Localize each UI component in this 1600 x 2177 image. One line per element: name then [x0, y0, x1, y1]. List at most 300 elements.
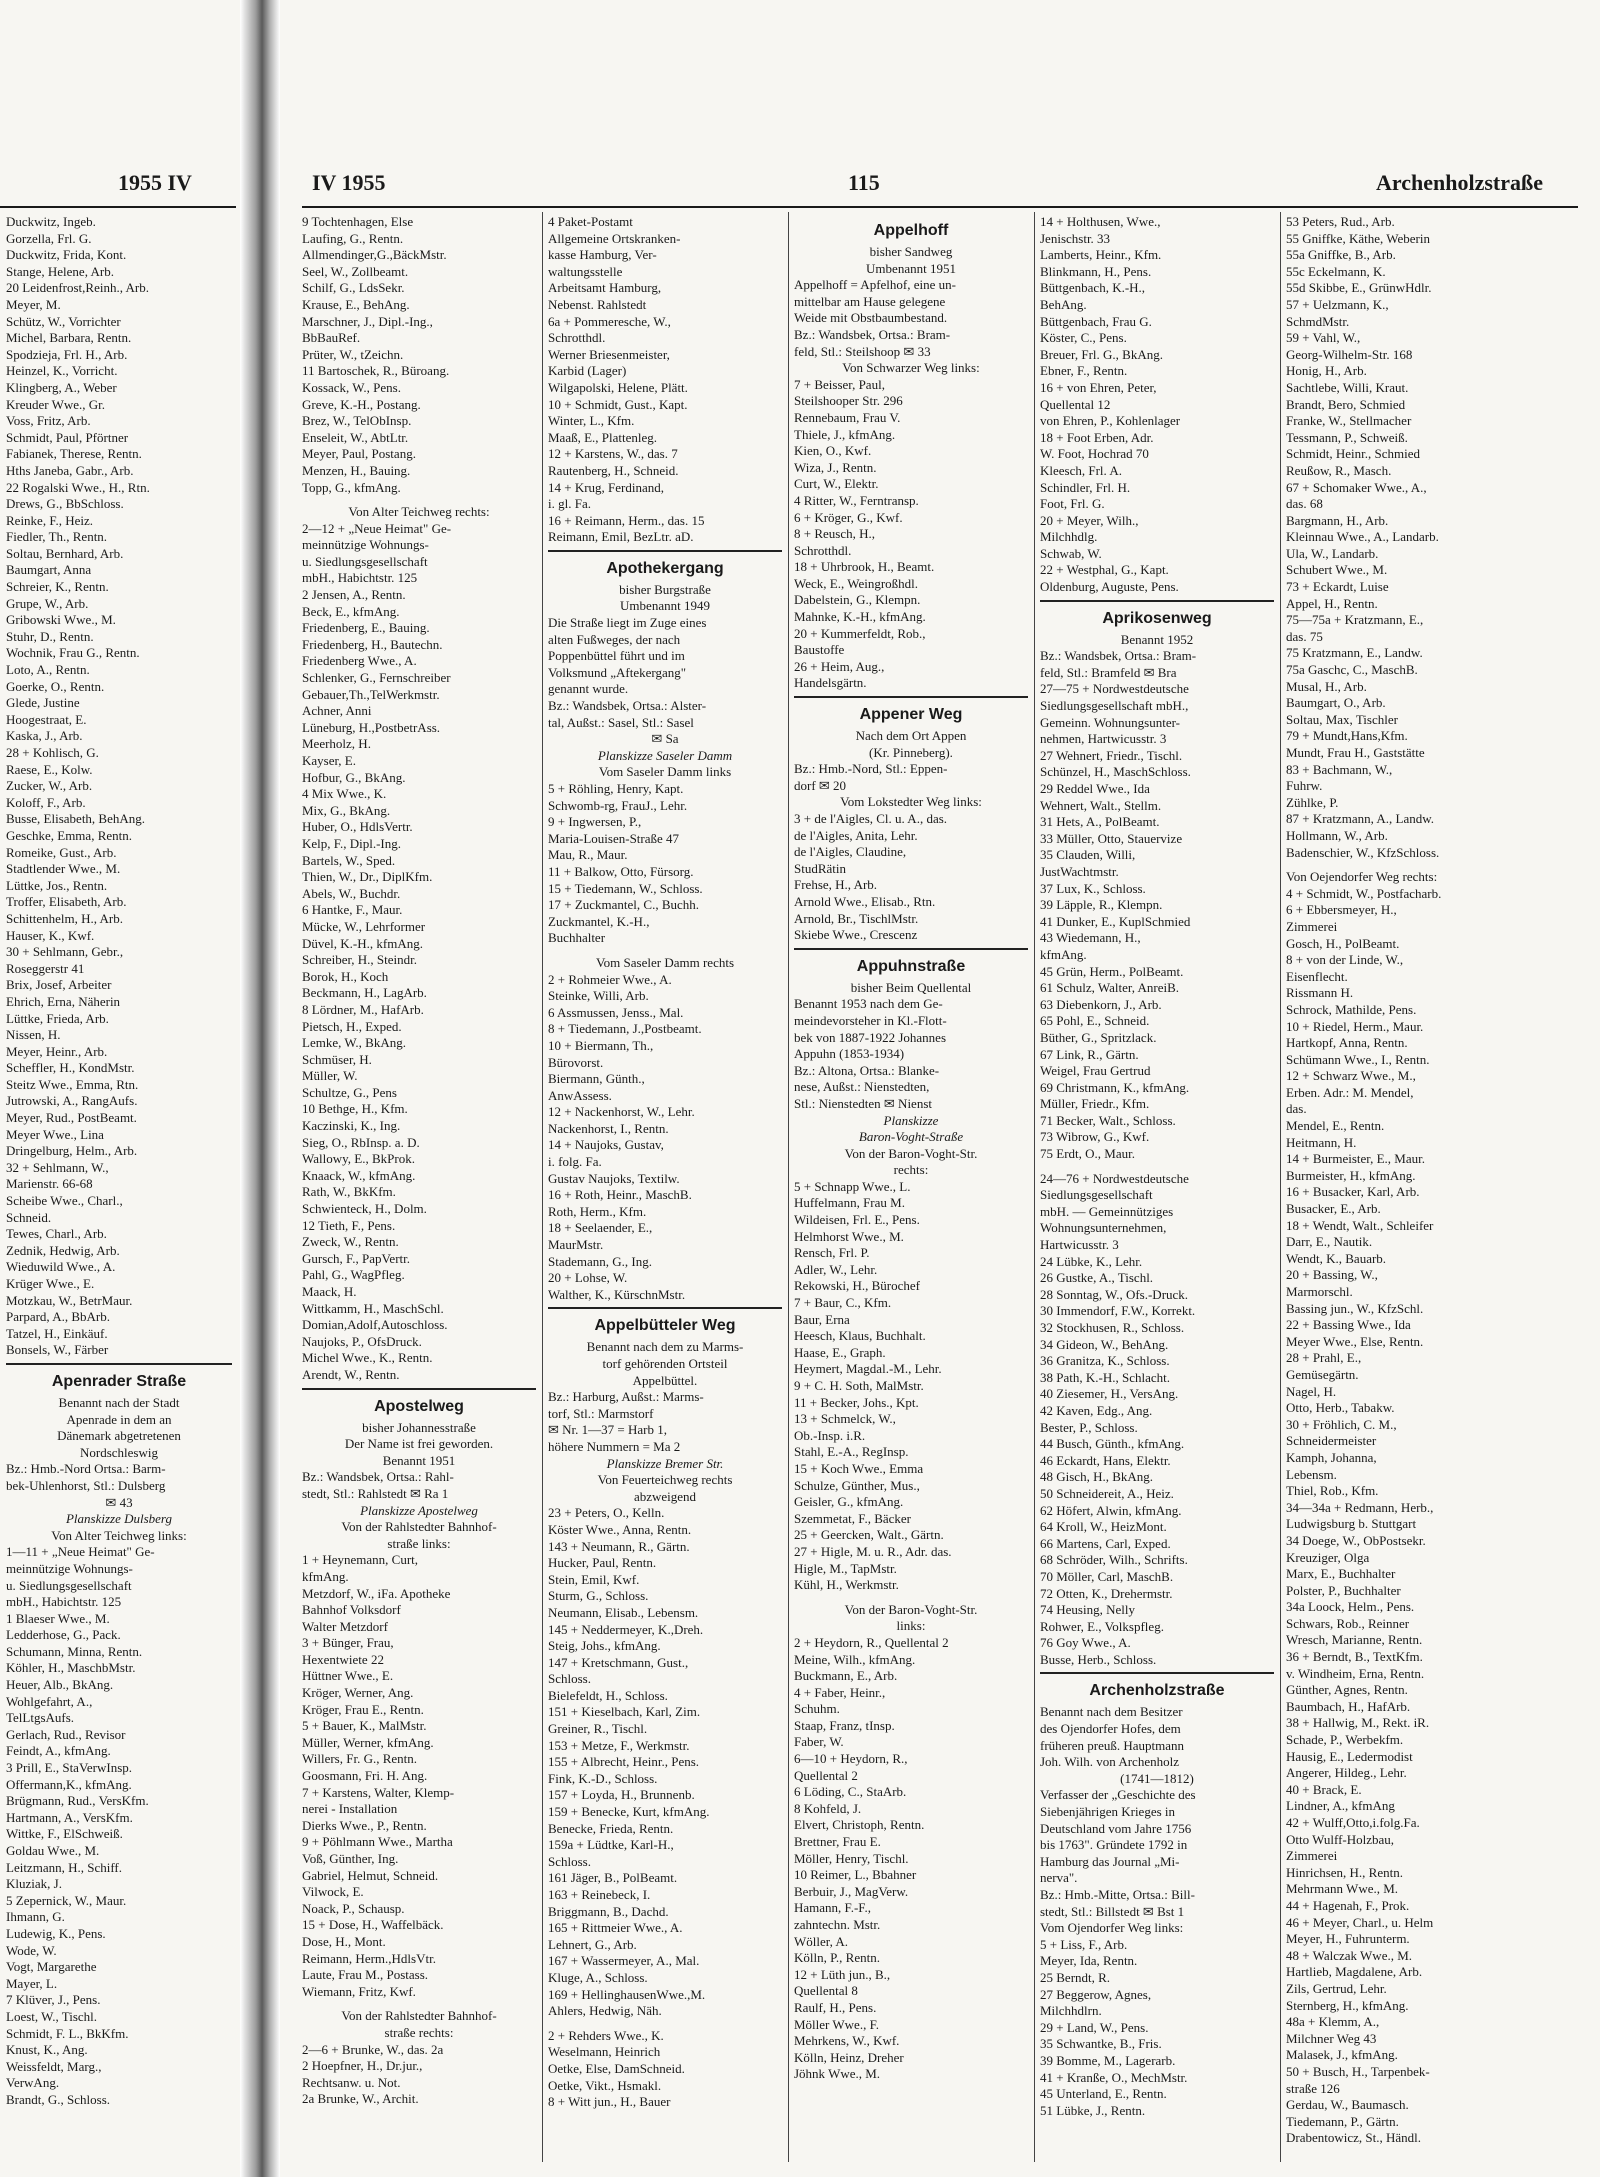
directory-entry: 6 + Ebbersmeyer, H.,: [1286, 902, 1397, 918]
directory-entry: Soltau, Max, Tischler: [1286, 711, 1398, 727]
directory-entry: Jutrowski, A., RangAufs.: [6, 1093, 138, 1109]
directory-entry: 44 + Hagenah, F., Prok.: [1286, 1897, 1410, 1913]
directory-entry: Stadtlender Wwe., M.: [6, 861, 121, 877]
directory-entry: Handelsgärtn.: [794, 675, 867, 691]
directory-entry: das.: [1286, 1101, 1307, 1117]
directory-entry: Hexentwiete 22: [302, 1651, 384, 1667]
directory-entry: Möller, Henry, Tischl.: [794, 1850, 909, 1866]
directory-entry: Steig, Johs., kfmAng.: [548, 1638, 661, 1654]
street-note: Umbenannt 1951: [866, 260, 956, 276]
directory-entry: 34—34a + Redmann, Herb.,: [1286, 1499, 1434, 1515]
directory-entry: Blinkmann, H., Pens.: [1040, 263, 1152, 279]
directory-entry: Thiel, Rob., Kfm.: [1286, 1483, 1379, 1499]
directory-entry: 12 + Schwarz Wwe., M.,: [1286, 1068, 1416, 1084]
directory-entry: Lehnert, G., Arb.: [548, 1936, 637, 1952]
directory-entry: Goldau Wwe., M.: [6, 1843, 100, 1858]
directory-entry: W. Foot, Hochrad 70: [1040, 446, 1149, 462]
directory-entry: 6 Assmussen, Jenss., Mal.: [548, 1004, 684, 1020]
directory-entry: BbBauRef.: [302, 330, 361, 346]
directory-entry: 3 + de l'Aigles, Cl. u. A., das.: [794, 811, 948, 826]
directory-entry: 55d Skibbe, E., GrünwHdlr.: [1286, 280, 1432, 296]
directory-entry: 13 + Schmelck, W.,: [794, 1411, 896, 1427]
directory-entry: Jenischstr. 33: [1040, 230, 1111, 246]
directory-entry: Rennebaum, Frau V.: [794, 409, 901, 425]
directory-entry: Schreiber, H., Steindr.: [302, 952, 418, 968]
directory-entry: Kreuziger, Olga: [1286, 1549, 1370, 1565]
directory-entry: Schneidermeister: [1286, 1433, 1377, 1449]
directory-entry: 4 Ritter, W., Ferntransp.: [794, 492, 919, 508]
directory-entry: Bürovorst.: [548, 1054, 604, 1070]
directory-entry: Seel, W., Zollbeamt.: [302, 263, 409, 279]
spacer: [548, 2020, 782, 2028]
directory-entry: Biermann, Günth.,: [548, 1071, 645, 1087]
directory-entry: 39 Läpple, R., Klempn.: [1040, 897, 1163, 913]
directory-entry: 62 Höfert, Alwin, kfmAng.: [1040, 1502, 1182, 1518]
directory-entry: Lindner, A., kfmAng: [1286, 1798, 1395, 1814]
street-note: Vom Saseler Damm links: [598, 764, 732, 780]
directory-entry: 6 Löding, C., StaArb.: [794, 1784, 907, 1800]
street-note: abzweigend: [633, 1488, 697, 1504]
directory-entry: 34 Gideon, W., BehAng.: [1040, 1336, 1169, 1352]
directory-entry: 68 Schröder, Wilh., Schrifts.: [1040, 1552, 1188, 1568]
directory-entry: Thiele, J., kfmAng.: [794, 426, 896, 442]
directory-entry: Beckmann, H., LagArb.: [302, 985, 427, 1001]
directory-entry: Gorzella, Frl. G.: [6, 230, 92, 246]
directory-entry: 37 Lux, K., Schloss.: [1040, 880, 1146, 896]
directory-entry: 24 Lübke, K., Lehr.: [1040, 1253, 1143, 1269]
directory-entry: Mücke, W., Lehrformer: [302, 918, 426, 934]
directory-entry: Schulze, Günther, Mus.,: [794, 1477, 920, 1493]
directory-entry: Heymert, Magdal.-M., Lehr.: [794, 1361, 942, 1377]
directory-column-6: [1286, 214, 1576, 2164]
directory-entry: 14 + Krug, Ferdinand,: [548, 479, 665, 495]
directory-entry: 30 + Fröhlich, C. M.,: [1286, 1416, 1397, 1432]
directory-entry: 45 Grün, Herm., PolBeamt.: [1040, 963, 1184, 979]
directory-entry: 16 + Busacker, Karl, Arb.: [1286, 1184, 1420, 1200]
directory-entry: mbH. — Gemeinnütziges: [1040, 1203, 1174, 1219]
directory-entry: Musal, H., Arb.: [1286, 678, 1367, 694]
directory-entry: Maack, H.: [302, 1284, 357, 1299]
section-divider: [794, 696, 1028, 698]
directory-entry: Staap, Franz, tInsp.: [794, 1717, 895, 1733]
directory-entry: Ludwigsburg b. Stuttgart: [1286, 1516, 1417, 1532]
directory-entry: Gribowski Wwe., M.: [6, 612, 116, 628]
directory-entry: 4 Paket-Postamt: [548, 214, 633, 229]
directory-column-2: [302, 214, 536, 2164]
directory-entry: Lamberts, Heinr., Kfm.: [1040, 247, 1162, 263]
directory-entry: Marmorschl.: [1286, 1284, 1353, 1299]
directory-entry: Willers, Fr. G., Rentn.: [302, 1751, 418, 1767]
directory-entry: nese, Außst.: Nienstedten,: [794, 1079, 930, 1095]
street-heading: Apostelweg: [374, 1397, 464, 1415]
directory-entry: Geschke, Emma, Rentn.: [6, 827, 132, 843]
directory-entry: Stl.: Nienstedten ✉ Nienst: [794, 1095, 932, 1111]
directory-entry: Tewes, Charl., Arb.: [6, 1226, 107, 1242]
directory-entry: Achner, Anni: [302, 703, 372, 719]
left-page-year: 1955 IV: [118, 170, 192, 195]
directory-entry: Büttgenbach, Frau G.: [1040, 313, 1152, 329]
directory-entry: 9 + C. H. Soth, MalMstr.: [794, 1378, 924, 1393]
directory-entry: 45 Unterland, E., Rentn.: [1040, 2086, 1167, 2102]
directory-entry: 30 Immendorf, F.W., Korrekt.: [1040, 1303, 1196, 1319]
directory-entry: genannt wurde.: [548, 681, 629, 697]
directory-entry: Thien, W., Dr., DiplKfm.: [302, 869, 433, 885]
directory-entry: 35 Schwantke, B., Fris.: [1040, 2036, 1162, 2052]
directory-entry: 18 + Wendt, Walt., Schleifer: [1286, 1217, 1434, 1233]
directory-entry: 79 + Mundt,Hans,Kfm.: [1286, 728, 1408, 744]
directory-entry: Rautenberg, H., Schneid.: [548, 462, 679, 478]
street-note: Von der Baron-Voght-Str.: [844, 1601, 978, 1617]
directory-entry: 147 + Kretschmann, Gust.,: [548, 1654, 689, 1670]
directory-entry: 26 Gustke, A., Tischl.: [1040, 1270, 1154, 1286]
directory-entry: Meyer, Rud., PostBeamt.: [6, 1110, 137, 1126]
directory-entry: 67 + Schomaker Wwe., A.,: [1286, 479, 1427, 495]
directory-entry: Loto, A., Rentn.: [6, 662, 90, 678]
directory-entry: Ahlers, Hedwig, Näh.: [548, 2003, 662, 2019]
directory-entry: Dose, H., Mont.: [302, 1933, 386, 1949]
directory-entry: Goosmann, Fri. H. Ang.: [302, 1768, 428, 1784]
directory-entry: 34 Doege, W., ObPostsekr.: [1286, 1532, 1426, 1548]
directory-entry: Fuhrw.: [1286, 778, 1323, 794]
directory-entry: Hths Janeba, Gabr., Arb.: [6, 462, 134, 478]
directory-entry: Stademann, G., Ing.: [548, 1253, 652, 1269]
directory-entry: Gerlach, Rud., Revisor: [6, 1726, 126, 1742]
directory-entry: Tessmann, P., Schweiß.: [1286, 429, 1408, 445]
directory-entry: Hartkopf, Anna, Rentn.: [1286, 1035, 1408, 1051]
street-note: links:: [896, 1618, 926, 1634]
directory-entry: Nackenhorst, I., Rentn.: [548, 1120, 669, 1136]
directory-entry: Von Oejendorfer Weg rechts:: [1286, 869, 1438, 885]
directory-entry: 27 + Higle, M. u. R., Adr. das.: [794, 1543, 952, 1559]
section-divider: [794, 948, 1028, 950]
directory-entry: Bargmann, H., Arb.: [1286, 512, 1389, 528]
directory-entry: de l'Aigles, Claudine,: [794, 844, 907, 860]
directory-entry: mittelbar am Hause gelegene: [794, 293, 946, 309]
directory-entry: Wilgapolski, Helene, Plätt.: [548, 379, 688, 395]
directory-entry: 48 Gisch, H., BkAng.: [1040, 1469, 1154, 1485]
directory-entry: 40 Ziesemer, H., VersAng.: [1040, 1386, 1179, 1402]
directory-entry: Hüttner Wwe., E.: [302, 1668, 394, 1684]
directory-entry: 61 Schulz, Walter, AnreiB.: [1040, 980, 1180, 996]
directory-entry: Brettner, Frau E.: [794, 1834, 881, 1850]
directory-entry: 34a Loock, Helm., Pens.: [1286, 1599, 1415, 1615]
directory-entry: 8 + von der Linde, W.,: [1286, 952, 1404, 968]
directory-entry: Kölln, P., Rentn.: [794, 1950, 880, 1966]
directory-entry: Meerholz, H.: [302, 736, 371, 752]
directory-entry: Baur, Erna: [794, 1311, 850, 1327]
directory-entry: Reinke, F., Heiz.: [6, 512, 94, 528]
directory-entry: Meine, Wilh., kfmAng.: [794, 1651, 916, 1667]
street-note: torf gehörenden Ortsteil: [602, 1356, 728, 1371]
street-note: ✉ Sa: [651, 731, 679, 747]
directory-entry: Brez, W., TelObInsp.: [302, 413, 412, 429]
directory-entry: Rath, W., BkKfm.: [302, 1184, 396, 1200]
directory-entry: 169 + HellinghausenWwe.,M.: [548, 1986, 706, 2002]
directory-entry: 27—75 + Nordwestdeutsche: [1040, 681, 1189, 697]
directory-entry: 30 + Sehlmann, Gebr.,: [6, 944, 124, 960]
directory-entry: Bz.: Wandsbek, Ortsa.: Rahl-: [302, 1469, 454, 1485]
directory-entry: 76 Goy Wwe., A.: [1040, 1635, 1131, 1651]
directory-entry: Fiedler, Th., Rentn.: [6, 529, 108, 545]
directory-entry: Schwienteck, H., Dolm.: [302, 1201, 427, 1217]
directory-entry: feld, Stl.: Bramfeld ✉ Bra: [1040, 664, 1177, 680]
directory-entry: Baumgart, Anna: [6, 562, 92, 578]
directory-entry: Büttgenbach, K.-H.,: [1040, 280, 1146, 296]
directory-entry: 31 Hets, A., PolBeamt.: [1040, 814, 1160, 830]
directory-entry: 15 + Dose, H., Waffelbäck.: [302, 1917, 444, 1933]
directory-entry: 20 + Kummerfeldt, Rob.,: [794, 625, 926, 641]
directory-entry: Kröger, Werner, Ang.: [302, 1685, 414, 1701]
directory-entry: das. 68: [1286, 496, 1323, 512]
directory-entry: 38 Path, K.-H., Schlacht.: [1040, 1369, 1170, 1385]
directory-entry: Parpard, A., BbArb.: [6, 1309, 110, 1325]
directory-entry: 46 + Meyer, Charl., u. Helm: [1286, 1914, 1434, 1930]
directory-entry: straße 126: [1286, 2080, 1340, 2096]
directory-entry: v. Windheim, Erna, Rentn.: [1286, 1665, 1425, 1681]
directory-entry: Winter, L., Kfm.: [548, 413, 635, 429]
directory-entry: 2 Jensen, A., Rentn.: [302, 587, 406, 603]
directory-entry: Kaczinski, K., Ing.: [302, 1118, 401, 1134]
directory-entry: 18 + Uhrbrook, H., Beamt.: [794, 559, 935, 575]
directory-entry: 6—10 + Heydorn, R.,: [794, 1751, 908, 1767]
directory-entry: Reimann, Herm.,HdlsVtr.: [302, 1950, 436, 1966]
directory-entry: Appel, H., Rentn.: [1286, 595, 1378, 611]
directory-entry: Foot, Frl. G.: [1040, 496, 1105, 512]
directory-entry: 15 + Koch Wwe., Emma: [794, 1460, 924, 1476]
directory-entry: Nebenst. Rahlstedt: [548, 296, 647, 312]
directory-entry: Ehrich, Erna, Näherin: [6, 993, 121, 1009]
directory-entry: 151 + Kieselbach, Karl, Zim.: [548, 1704, 701, 1720]
directory-entry: Weissfeldt, Marg.,: [6, 2058, 102, 2074]
street-note: Von der Rahlstedter Bahnhof-: [341, 2008, 497, 2024]
directory-entry: Sieg, O., RbInsp. a. D.: [302, 1134, 420, 1150]
directory-entry: Arnold, Br., TischlMstr.: [794, 910, 919, 926]
directory-entry: 44 Busch, Günth., kfmAng.: [1040, 1436, 1185, 1452]
directory-entry: 16 + Roth, Heinr., MaschB.: [548, 1187, 692, 1203]
directory-entry: Heitmann, H.: [1286, 1134, 1357, 1150]
directory-entry: Wochnik, Frau G., Rentn.: [6, 645, 140, 661]
directory-entry: Greve, K.-H., Postang.: [302, 396, 421, 412]
directory-entry: Ob.-Insp. i.R.: [794, 1427, 866, 1443]
directory-entry: Honig, H., Arb.: [1286, 363, 1367, 379]
directory-entry: Lemke, W., BkAng.: [302, 1035, 406, 1051]
directory-entry: 15 + Tiedemann, W., Schloss.: [548, 880, 703, 896]
directory-entry: 41 Dunker, E., KuplSchmied: [1040, 913, 1191, 929]
directory-entry: Wiemann, Fritz, Kwf.: [302, 1983, 416, 1999]
directory-entry: Gursch, F., PapVertr.: [302, 1250, 411, 1266]
directory-entry: 35 Clauden, Willi,: [1040, 847, 1136, 863]
directory-entry: Fabianek, Therese, Rentn.: [6, 446, 142, 462]
directory-entry: 2—12 + „Neue Heimat" Ge-: [302, 520, 452, 536]
directory-entry: Zucker, W., Arb.: [6, 778, 93, 794]
directory-entry: 43 Wiedemann, H.,: [1040, 930, 1141, 946]
directory-entry: Wendt, K., Bauarb.: [1286, 1250, 1387, 1266]
directory-entry: 39 Bomme, M., Lagerarb.: [1040, 2052, 1176, 2068]
directory-entry: Bz.: Hmb.-Nord, Stl.: Eppen-: [794, 761, 948, 777]
directory-entry: Joh. Wilh. von Archenholz: [1040, 1754, 1179, 1770]
directory-entry: Duckwitz, Frida, Kont.: [6, 247, 127, 263]
directory-entry: Malasek, J., kfmAng.: [1286, 2047, 1398, 2063]
directory-entry: Ebner, F., Rentn.: [1040, 363, 1128, 379]
directory-entry: Zils, Gertrud, Lehr.: [1286, 1980, 1387, 1996]
directory-entry: Weselmann, Heinrich: [548, 2044, 661, 2060]
directory-entry: 12 + Nackenhorst, W., Lehr.: [548, 1104, 695, 1120]
directory-entry: Stange, Helene, Arb.: [6, 263, 114, 279]
directory-entry: TelLtgsAufs.: [6, 1710, 75, 1726]
directory-entry: Brix, Josef, Arbeiter: [6, 977, 112, 993]
directory-entry: Greiner, R., Tischl.: [548, 1721, 648, 1737]
directory-column-3: [548, 214, 782, 2164]
directory-entry: Kreuder Wwe., Gr.: [6, 396, 106, 412]
directory-entry: Arnold Wwe., Elisab., Rtn.: [794, 893, 936, 909]
directory-entry: 153 + Metze, F., Werkmstr.: [548, 1737, 690, 1753]
directory-entry: 5 + Röhling, Henry, Kapt.: [548, 781, 684, 796]
directory-entry: Michel, Barbara, Rentn.: [6, 330, 132, 346]
directory-entry: 65 Pohl, E., Schneid.: [1040, 1013, 1150, 1029]
directory-entry: Enseleit, W., AbtLtr.: [302, 429, 409, 445]
directory-entry: Kayser, E.: [302, 753, 356, 768]
directory-entry: 28 + Kohlisch, G.: [6, 745, 99, 760]
directory-entry: 25 Berndt, R.: [1040, 1969, 1111, 1985]
directory-entry: 2—6 + Brunke, W., das. 2a: [302, 2041, 444, 2057]
street-note: straße rechts:: [384, 2024, 454, 2040]
directory-entry: 16 + Reimann, Herm., das. 15: [548, 512, 705, 528]
street-heading: Aprikosenweg: [1102, 609, 1212, 627]
directory-entry: Drews, G., BbSchloss.: [6, 496, 124, 512]
directory-entry: feld, Stl.: Steilshoop ✉ 33: [794, 343, 931, 359]
directory-entry: Vilwock, E.: [302, 1884, 364, 1900]
directory-entry: Meyer, Paul, Postang.: [302, 446, 416, 462]
left-header-rule: [0, 206, 236, 208]
directory-entry: 41 + Kranße, O., MechMstr.: [1040, 2069, 1188, 2085]
directory-entry: 22 Rogalski Wwe., H., Rtn.: [6, 479, 150, 495]
directory-entry: Schuhm.: [794, 1701, 840, 1717]
directory-entry: 55a Gniffke, B., Arb.: [1286, 247, 1396, 263]
directory-entry: 9 + Ingwersen, P.,: [548, 814, 642, 830]
directory-entry: Schünzel, H., MaschSchloss.: [1040, 764, 1191, 780]
directory-entry: 75 Erdt, O., Maur.: [1040, 1146, 1135, 1162]
directory-entry: 36 Granitza, K., Schloss.: [1040, 1353, 1170, 1369]
directory-entry: Quellental 2: [794, 1767, 858, 1783]
directory-entry: Grupe, W., Arb.: [6, 595, 89, 611]
directory-entry: Voss, Fritz, Arb.: [6, 413, 91, 429]
directory-entry: Duckwitz, Ingeb.: [6, 214, 96, 229]
directory-entry: Schwars, Rob., Reinner: [1286, 1615, 1410, 1631]
directory-entry: Feindt, A., kfmAng.: [6, 1743, 111, 1759]
directory-entry: 57 + Uelzmann, K.,: [1286, 296, 1389, 312]
right-page-header: [280, 170, 1600, 204]
directory-entry: 167 + Wassermeyer, A., Mal.: [548, 1953, 700, 1969]
directory-entry: Hucker, Paul, Rentn.: [548, 1555, 657, 1571]
directory-entry: Bassing jun., W., KfzSchl.: [1286, 1300, 1424, 1316]
street-note: Vom Lokstedter Weg links:: [840, 794, 982, 810]
directory-entry: Bz.: Wandsbek, Ortsa.: Bram-: [1040, 648, 1197, 664]
directory-entry: meindevorsteher in Kl.-Flott-: [794, 1012, 947, 1028]
street-note: Benannt 1952: [1120, 631, 1194, 647]
directory-entry: Milchner Weg 43: [1286, 2030, 1377, 2046]
directory-entry: Roth, Herm., Kfm.: [548, 1203, 647, 1219]
directory-entry: 11 Bartoschek, R., Büroang.: [302, 363, 450, 379]
directory-entry: Raulf, H., Pens.: [794, 1999, 877, 2015]
directory-entry: 75—75a + Kratzmann, E.,: [1286, 612, 1424, 628]
directory-entry: Zuckmantel, K.-H.,: [548, 913, 650, 929]
directory-entry: Kluge, A., Schloss.: [548, 1969, 648, 1985]
directory-entry: Naujoks, P., OfsDruck.: [302, 1333, 422, 1349]
directory-entry: Pietsch, H., Exped.: [302, 1018, 402, 1034]
directory-entry: Brügmann, Rud., VersKfm.: [6, 1793, 149, 1809]
directory-entry: 64 Kroll, W., HeizMont.: [1040, 1519, 1167, 1535]
section-divider: [302, 1388, 536, 1390]
section-divider: [1040, 600, 1274, 602]
directory-entry: Allgemeine Ortskranken-: [548, 230, 681, 246]
directory-entry: 143 + Neumann, R., Gärtn.: [548, 1538, 690, 1554]
directory-entry: Heinzel, K., Vorricht.: [6, 363, 118, 379]
directory-entry: Müller, Werner, kfmAng.: [302, 1734, 434, 1750]
directory-entry: Klingberg, A., Weber: [6, 379, 117, 395]
directory-entry: Jöhnk Wwe., M.: [794, 2066, 881, 2082]
directory-entry: Kleesch, Frl. A.: [1040, 462, 1122, 478]
street-heading: Appener Weg: [859, 706, 963, 724]
directory-entry: Gosch, H., PolBeamt.: [1286, 935, 1400, 951]
directory-entry: 8 + Reusch, H.,: [794, 526, 875, 542]
street-heading: Appelbütteler Weg: [594, 1317, 736, 1335]
directory-entry: Bartels, W., Sped.: [302, 852, 396, 868]
directory-entry: ✉ Nr. 1—37 = Harb 1,: [548, 1422, 667, 1438]
directory-entry: Köster, C., Pens.: [1040, 330, 1127, 346]
directory-entry: 14 + Holthusen, Wwe.,: [1040, 214, 1161, 229]
directory-entry: 72 Otten, K., Drehermstr.: [1040, 1585, 1173, 1601]
directory-entry: Reußow, R., Masch.: [1286, 462, 1392, 478]
street-note: straße links:: [387, 1535, 451, 1551]
directory-entry: Schrotthdl.: [794, 542, 852, 558]
street-note: (Kr. Pinneberg).: [869, 744, 953, 760]
directory-entry: Schrotthdl.: [548, 330, 606, 346]
directory-entry: Wiza, J., Rentn.: [794, 459, 877, 475]
directory-entry: 69 Christmann, K., kfmAng.: [1040, 1079, 1190, 1095]
directory-entry: Baumbach, H., HafArb.: [1286, 1698, 1411, 1714]
directory-entry: AnwAssess.: [548, 1087, 612, 1103]
directory-entry: Schumann, Minna, Rentn.: [6, 1643, 143, 1659]
directory-entry: Weigel, Frau Gertrud: [1040, 1063, 1151, 1079]
directory-entry: Oldenburg, Auguste, Pens.: [1040, 579, 1179, 595]
directory-entry: 14 + Burmeister, E., Maur.: [1286, 1151, 1425, 1167]
directory-entry: Mahnke, K.-H., kfmAng.: [794, 609, 926, 625]
directory-entry: Oetke, Else, DamSchneid.: [548, 2060, 685, 2076]
directory-entry: Zimmerei: [1286, 1848, 1338, 1864]
directory-entry: von Ehren, P., Kohlenlager: [1040, 413, 1181, 429]
directory-entry: Verfasser der „Geschichte des: [1040, 1787, 1196, 1803]
directory-entry: 20 + Bassing, W.,: [1286, 1267, 1378, 1283]
street-note: Benannt nach dem zu Marms-: [586, 1339, 744, 1355]
directory-entry: 53 Peters, Rud., Arb.: [1286, 214, 1395, 229]
directory-entry: Stein, Emil, Kwf.: [548, 1571, 640, 1587]
directory-entry: Marienstr. 66-68: [6, 1176, 93, 1192]
directory-entry: Romeike, Gust., Arb.: [6, 844, 117, 860]
directory-entry: Eisenflecht.: [1286, 968, 1348, 984]
directory-entry: Bahnhof Volksdorf: [302, 1602, 401, 1618]
directory-entry: 33 Müller, Otto, Stauervize: [1040, 830, 1183, 846]
directory-entry: Schade, P., Werbekfm.: [1286, 1732, 1404, 1748]
directory-entry: kfmAng.: [1040, 946, 1087, 962]
street-header: Archenholzstraße: [1376, 170, 1544, 195]
directory-entry: Müller, Friedr., Kfm.: [1040, 1096, 1150, 1112]
directory-entry: Adler, W., Lehr.: [794, 1261, 878, 1277]
directory-entry: das. 75: [1286, 628, 1323, 644]
directory-entry: Siedlungsgesellschaft mbH.,: [1040, 698, 1189, 714]
directory-entry: Prüter, W., tZeichn.: [302, 346, 404, 362]
directory-entry: Günther, Agnes, Rentn.: [1286, 1682, 1408, 1698]
directory-entry: Michel Wwe., K., Rentn.: [302, 1350, 433, 1366]
